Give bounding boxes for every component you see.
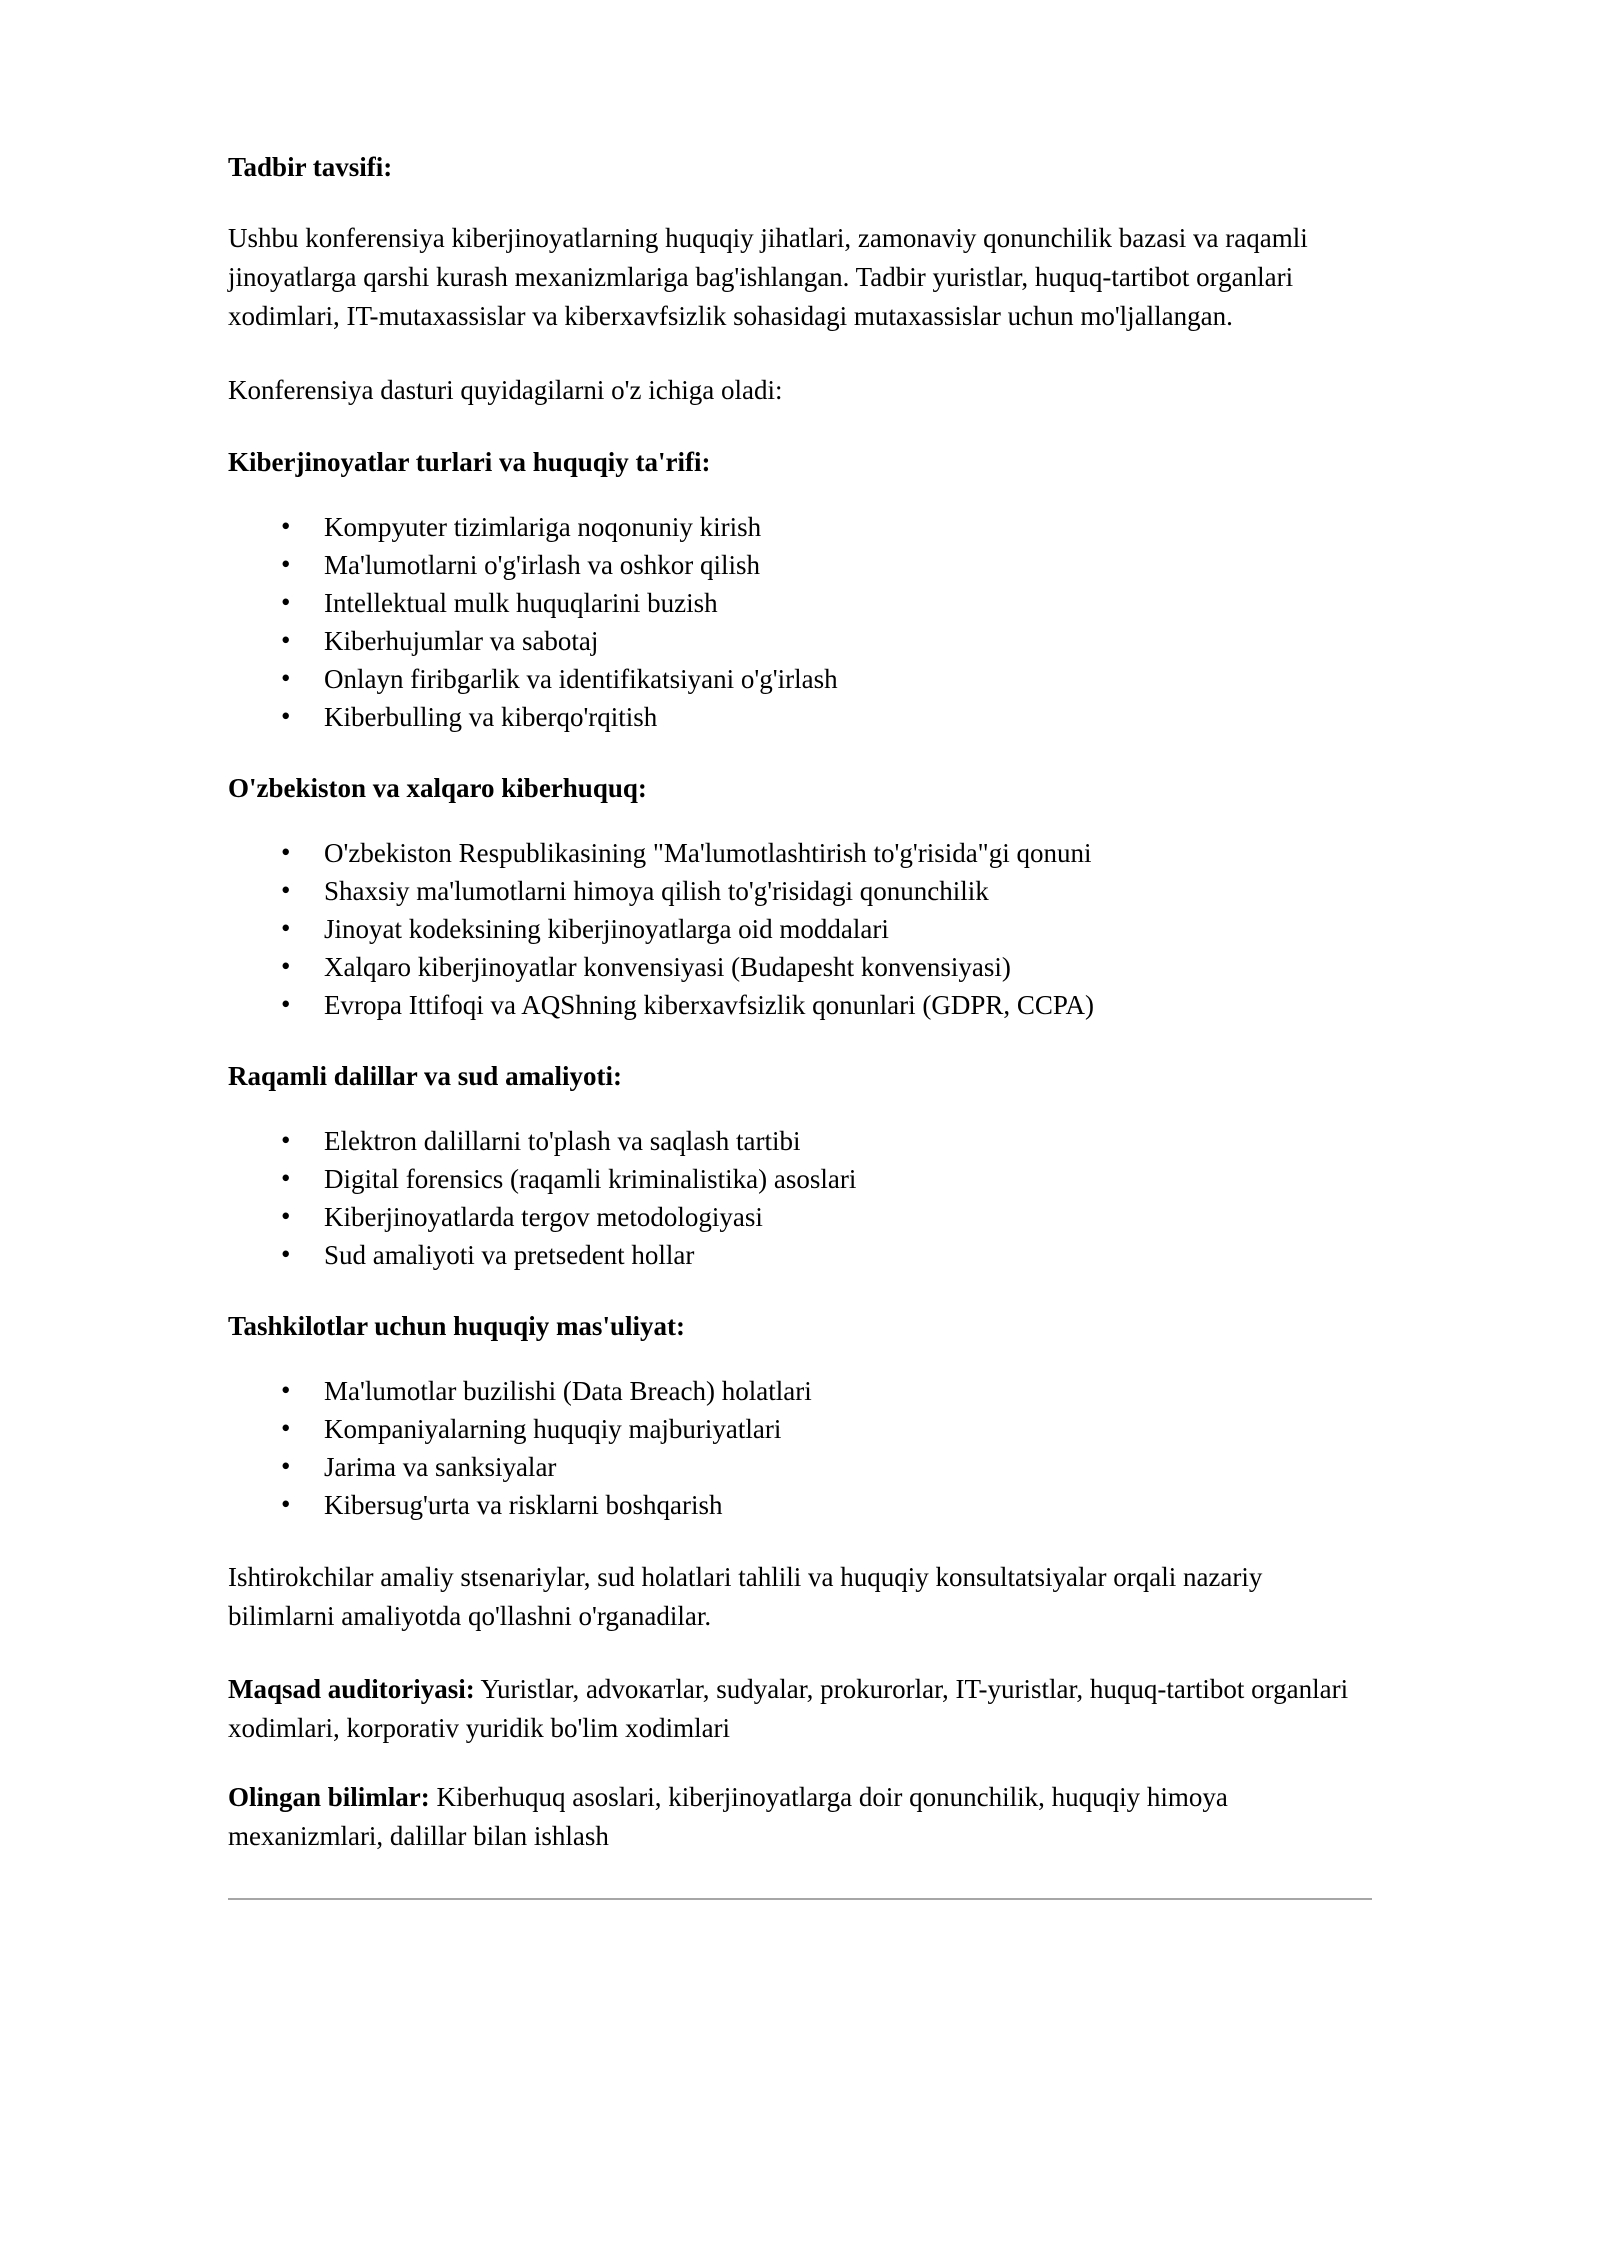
section-heading-cybercrime-types: Kiberjinoyatlar turlari va huquqiy ta'rifi:	[228, 446, 711, 477]
list-item: • Xalqaro kiberjinoyatlar konvensiyasi (Budapesht konvensiyasi)	[324, 950, 1372, 986]
section-list-cybercrime-types	[228, 510, 1372, 735]
list-item: • Kiberjinoyatlarda tergov metodologiyasi	[324, 1200, 1372, 1236]
list-item: • Elektron dalillarni to'plash va saqlash tartibi	[324, 1124, 1372, 1160]
program-lead-paragraph: Konferensiya dasturi quyidagilarni o'z ichiga oladi:	[228, 374, 783, 405]
list-item: • Jarima va sanksiyalar	[324, 1450, 1372, 1486]
list-item: • Ma'lumotlar buzilishi (Data Breach) holatlari	[324, 1374, 1372, 1410]
intro-paragraph: Ushbu konferensiya kiberjinoyatlarning huquqiy jihatlari, zamonaviy qonunchilik bazasi va raqamli jinoyatlarga qarshi kurash mexanizmlariga bag'ishlangan. Tadbir yuristlar, huquq-tartibot organlari xodimlari, IT-mutaxassislar va kiberxavfsizlik sohasidagi mutaxassislar uchun mo'ljallangan.	[228, 223, 1308, 332]
learning-outcomes-paragraph	[228, 1778, 1372, 1856]
list-item: • Onlayn firibgarlik va identifikatsiyani o'g'irlash	[324, 662, 1372, 698]
list-item: • Ma'lumotlarni o'g'irlash va oshkor qilish	[324, 548, 1372, 584]
section-list-uzbek-international-law	[228, 836, 1372, 1024]
target-audience-paragraph	[228, 1670, 1372, 1748]
section-divider	[228, 1898, 1372, 1900]
learning-outcomes-value: Kiberhuquq asoslari, kiberjinoyatlarga doir qonunchilik, huquqiy himoya mexanizmlari, dalillar bilan ishlash	[228, 1782, 1228, 1852]
list-item: • Kompyuter tizimlariga noqonuniy kirish	[324, 510, 1372, 546]
list-item: • Intellektual mulk huquqlarini buzish	[324, 586, 1372, 622]
document-body	[228, 150, 1372, 1900]
section-heading-digital-evidence: Raqamli dalillar va sud amaliyoti:	[228, 1060, 623, 1091]
list-item: • Kiberhujumlar va sabotaj	[324, 624, 1372, 660]
closing-paragraph: Ishtirokchilar amaliy stsenariylar, sud holatlari tahlili va huquqiy konsultatsiyalar orqali nazariy bilimlarni amaliyotda qo'llashni o'rganadilar.	[228, 1561, 1263, 1631]
list-item: • O'zbekiston Respublikasining "Ma'lumotlashtirish to'g'risida"gi qonuni	[324, 836, 1372, 872]
list-item: • Jinoyat kodeksining kiberjinoyatlarga oid moddalari	[324, 912, 1372, 948]
page-title: Tadbir tavsifi:	[228, 152, 393, 182]
list-item: • Kibersug'urta va risklarni boshqarish	[324, 1488, 1372, 1524]
section-heading-organizational-liability: Tashkilotlar uchun huquqiy mas'uliyat:	[228, 1310, 685, 1341]
list-item: • Digital forensics (raqamli kriminalistika) asoslari	[324, 1162, 1372, 1198]
learning-outcomes-label: Olingan bilimlar:	[228, 1782, 430, 1813]
section-list-digital-evidence	[228, 1124, 1372, 1274]
list-item: • Sud amaliyoti va pretsedent hollar	[324, 1238, 1372, 1274]
section-heading-uzbek-international-law: O'zbekiston va xalqaro kiberhuquq:	[228, 772, 647, 803]
list-item: • Kiberbulling va kiberqo'rqitish	[324, 700, 1372, 736]
target-audience-label: Maqsad auditoriyasi:	[228, 1673, 475, 1704]
list-item: • Evropa Ittifoqi va AQShning kiberxavfsizlik qonunlari (GDPR, CCPA)	[324, 988, 1372, 1024]
list-item: • Kompaniyalarning huquqiy majburiyatlari	[324, 1412, 1372, 1448]
section-list-organizational-liability	[228, 1374, 1372, 1524]
list-item: • Shaxsiy ma'lumotlarni himoya qilish to'g'risidagi qonunchilik	[324, 874, 1372, 910]
target-audience-value: Yuristlar, advoкaтlar, sudyalar, prokurorlar, IT-yuristlar, huquq-tartibot organlari xodimlari, korporativ yuridik bo'lim xodimlari	[228, 1673, 1349, 1744]
